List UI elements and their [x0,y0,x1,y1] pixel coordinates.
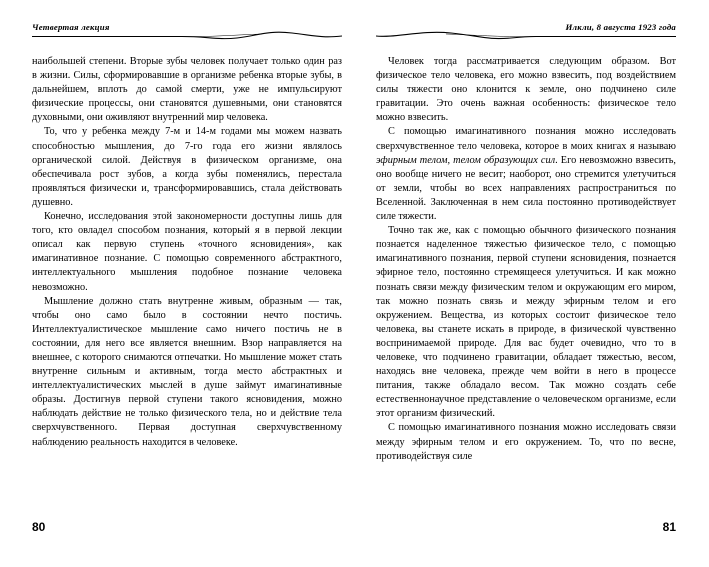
paragraph: Точно так же, как с помощью обычного физического познания познается наделенное тяжестью физическое тело, с помощью имагинативного познания, первой ступени ясновидения, познается эфирное тело, постоянно стремящееся улетучиться. И как можно познать связи между физическим телом и окружающим его миром, так можно познать связь и между эфирным телом и его окружением. Вещества, из которых состоит физическое тело человека, вы станете искать в природе, в физической чувственно воспринимаемой природе. Для вас будет очевидно, что то в человеке, что подчинено гравитации, обладает тяжестью, весом, находясь вне человека, прежде чем войти в него в процессе питания, также обладало весом. Так можно создать себе естественнонаучное представление о человеческом организме, если этот организм физический. [376,225,676,420]
paragraph-with-emphasis [376,125,676,224]
left-body-text [32,55,342,450]
left-page [32,0,342,567]
left-running-header [32,14,342,40]
paragraph: Человек тогда рассматривается следующим образом. Вот физическое тело человека, его можно взвесить, под воздействием силы тяжести оно клонится к земле, оно подчинено силе гравитации. Это очень важная особенность: физическое тело можно взвесить. [376,56,676,124]
right-running-header [376,14,676,40]
paragraph: То, что у ребенка между 7-м и 14-м годами мы можем назвать способностью мышления, до 7-го года его жизни являлось органической силой. Действуя в физическом организме, она обеспечивала рост зубов, а когда зубы поменялись, перестала проявляться физически и, трансформировавшись, стала действовать душевно. [32,126,342,208]
emphasis-term: эфирным телом, телом образующих сил [376,154,556,166]
page-number-right: 81 [662,520,676,534]
header-rule-ornament [376,14,676,40]
text-run: . Его невозможно взвесить, оно вообще ничего не весит; наоборот, оно стремится улетучиться от земли, чтобы во всех направлениях распространиться по Вселенной. Заключенная в нем сила постоянно противодействует силе тяжести. [376,154,677,223]
paragraph: С помощью имагинативного познания можно исследовать связи между эфирным телом и его окружением. То, что по весне, противодействуя силе [376,422,676,462]
paragraph: Мышление должно стать внутренне живым, образным — так, чтобы оно само было в состоянии нечто постичь. Интеллектуалистическое мышление само ничего постичь не в состоянии, для него все является внешним. Взор направляется на внешнее, с которого снимаются отпечатки. Но мышление может стать внутренне сильным и активным, тогда место абстрактных и интеллектуалистических мыслей в душе займут имагинативные образы. Достигнув первой ступени такого ясновидения, можно наблюдать действие не только физического тела, но и действие тела сверхчувственного. Первая доступная сверхчувственному наблюдению реальность находится в человеке. [32,295,342,448]
page-number-left: 80 [32,520,46,534]
right-page [376,0,676,567]
paragraph: Конечно, исследования этой закономерности доступны лишь для того, кто овладел способом познания, который я в первой лекции описал как первую ступень «точного ясновидения», как имагинативное познание. С помощью современного абстрактного, интеллектуального мышления подобное познание человека невозможно. [32,211,342,293]
text-run: С помощью имагинативного познания можно исследовать сверхчувственное тело человека, которое в моих книгах я называю [376,126,676,152]
running-head-left: Четвертая лекция [32,22,110,32]
paragraph: наибольшей степени. Вторые зубы человек получает только один раз в жизни. Силы, сформировавшие в организме ребенка вторые зубы, в дальнейшем, вплоть до самой смерти, уже не импульсируют физические процессы, они становятся душевными, они становятся духовными, они оживляют внутренний мир человека. [32,56,342,124]
running-head-right: Илкли, 8 августа 1923 года [565,22,676,32]
header-rule-ornament [32,14,342,40]
right-body-text [376,55,676,464]
